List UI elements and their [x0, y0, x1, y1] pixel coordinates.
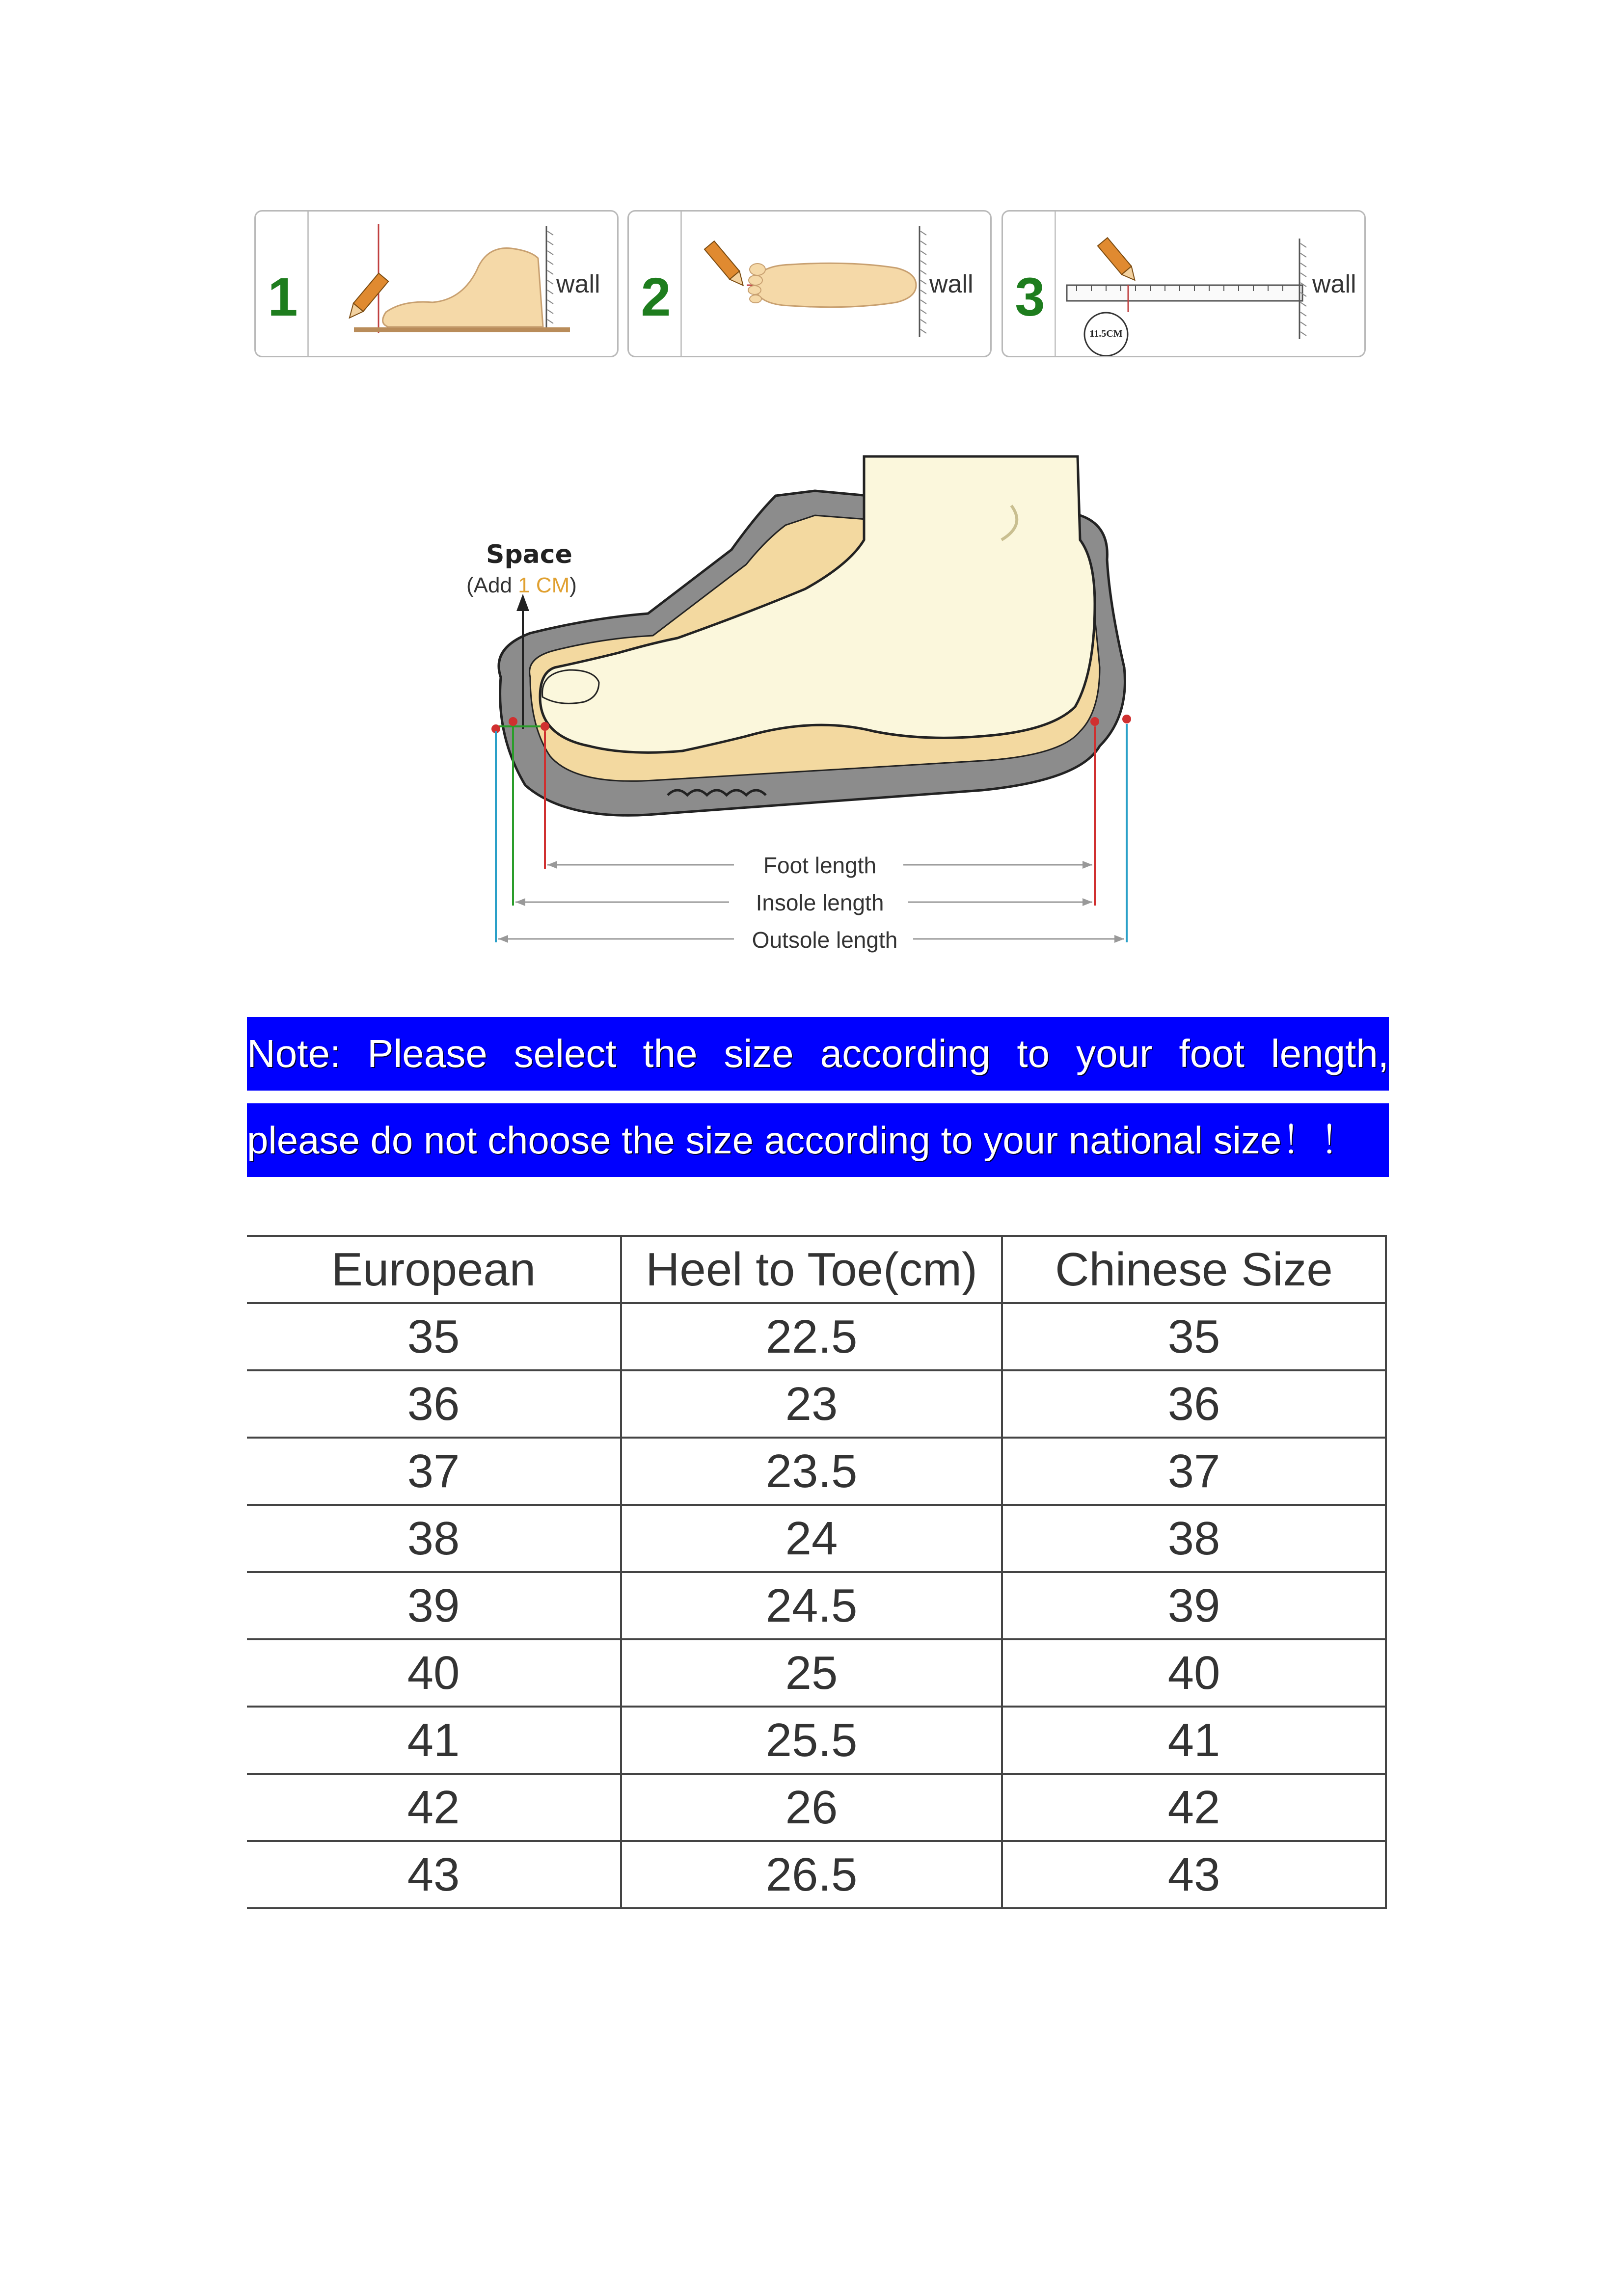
table-row: [247, 1370, 1386, 1438]
space-subtitle-highlight: 1 CM: [518, 573, 570, 597]
table-row: [247, 1639, 1386, 1707]
cell-european: 37: [247, 1438, 621, 1505]
cell-heel-to-toe: 24: [621, 1505, 1002, 1572]
cell-heel-to-toe: 23: [621, 1370, 1002, 1438]
cell-chinese-size: 37: [1002, 1438, 1386, 1505]
table-row: [247, 1774, 1386, 1841]
cell-european: 35: [247, 1303, 621, 1370]
outsole-length-label: Outsole length: [752, 927, 898, 953]
foot-length-label: Foot length: [763, 853, 877, 878]
cell-chinese-size: 35: [1002, 1303, 1386, 1370]
step-number: 1: [268, 267, 298, 327]
table-row: [247, 1707, 1386, 1774]
space-title: Space: [486, 540, 572, 569]
cell-heel-to-toe: 24.5: [621, 1572, 1002, 1639]
cell-european: 43: [247, 1841, 621, 1908]
cell-chinese-size: 40: [1002, 1639, 1386, 1707]
wall-label: wall: [1312, 270, 1356, 298]
space-subtitle: [466, 573, 577, 598]
cell-chinese-size: 42: [1002, 1774, 1386, 1841]
cell-chinese-size: 41: [1002, 1707, 1386, 1774]
step-number: 2: [641, 267, 671, 327]
cell-european: 38: [247, 1505, 621, 1572]
table-row: [247, 1505, 1386, 1572]
cell-european: 40: [247, 1639, 621, 1707]
table-row: [247, 1841, 1386, 1908]
cell-chinese-size: 38: [1002, 1505, 1386, 1572]
table-header-row: [247, 1236, 1386, 1303]
note-line-2: please do not choose the size according to your national size！！: [247, 1103, 1389, 1177]
header-chinese-size: Chinese Size: [1002, 1236, 1386, 1303]
cell-european: 36: [247, 1370, 621, 1438]
wall-label: wall: [929, 270, 974, 298]
space-subtitle-prefix: (Add: [466, 573, 518, 597]
cell-european: 39: [247, 1572, 621, 1639]
header-heel-to-toe: Heel to Toe(cm): [621, 1236, 1002, 1303]
table-row: [247, 1438, 1386, 1505]
step-panel-3: [1001, 210, 1366, 357]
shoe-cross-section-diagram: [442, 442, 1178, 962]
cell-heel-to-toe: 23.5: [621, 1438, 1002, 1505]
table-row: [247, 1572, 1386, 1639]
cell-european: 41: [247, 1707, 621, 1774]
cell-chinese-size: 36: [1002, 1370, 1386, 1438]
insole-length-label: Insole length: [756, 890, 884, 915]
step-panel-1: [254, 210, 619, 357]
size-chart-table: [247, 1235, 1387, 1909]
step-number: 3: [1015, 267, 1045, 327]
cell-chinese-size: 39: [1002, 1572, 1386, 1639]
table-row: [247, 1303, 1386, 1370]
wall-label: wall: [556, 270, 600, 298]
step-panel-2: [627, 210, 992, 357]
header-european: European: [247, 1236, 621, 1303]
note-line-1: Note: Please select the size according to your foot length,: [247, 1017, 1389, 1091]
cell-heel-to-toe: 25.5: [621, 1707, 1002, 1774]
measure-badge: 11.5CM: [1089, 328, 1123, 339]
cell-chinese-size: 43: [1002, 1841, 1386, 1908]
cell-heel-to-toe: 26.5: [621, 1841, 1002, 1908]
space-subtitle-suffix: ): [569, 573, 577, 597]
cell-heel-to-toe: 25: [621, 1639, 1002, 1707]
ruler-illustration: [1003, 212, 1366, 357]
cell-heel-to-toe: 22.5: [621, 1303, 1002, 1370]
cell-heel-to-toe: 26: [621, 1774, 1002, 1841]
cell-european: 42: [247, 1774, 621, 1841]
